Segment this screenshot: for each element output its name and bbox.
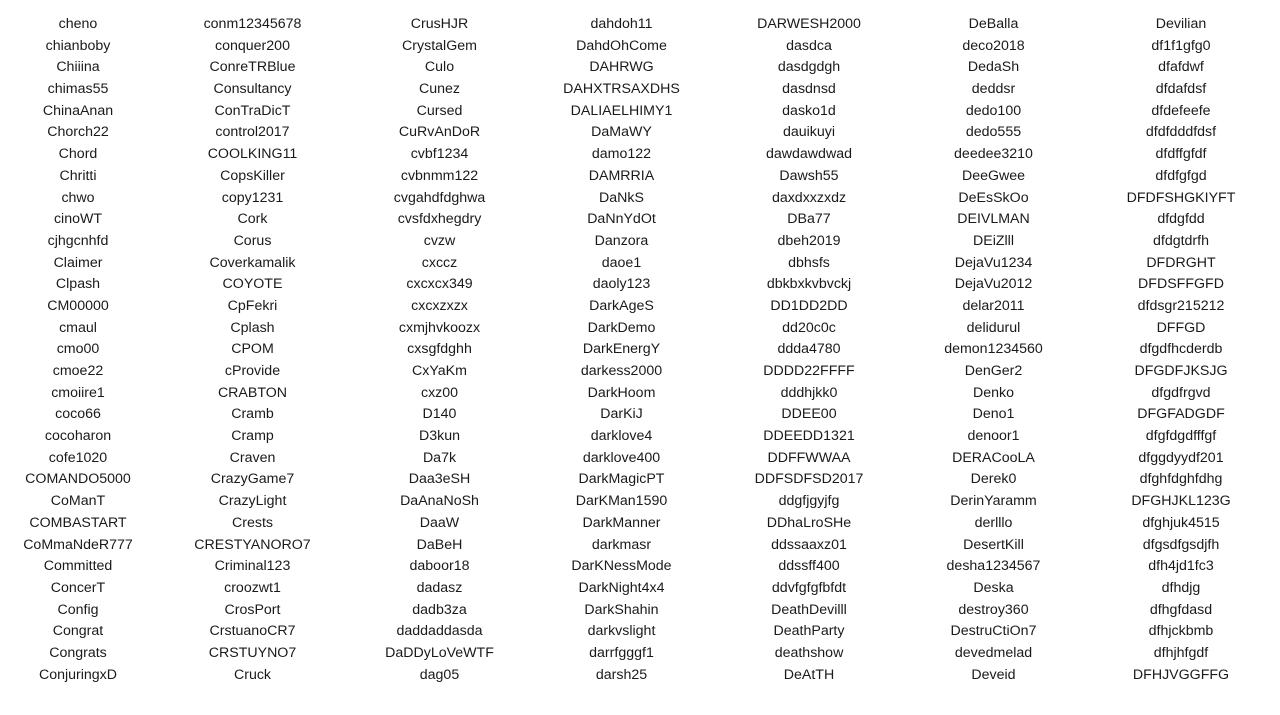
name-cell: control2017: [215, 124, 290, 141]
name-cell: Cramb: [231, 406, 274, 423]
name-cell: DarKNessMode: [571, 558, 672, 575]
name-cell: DFFGD: [1156, 319, 1206, 336]
name-cell: D3kun: [418, 428, 460, 445]
name-cell: DaaW: [419, 514, 460, 531]
name-cell: DAHRWG: [589, 59, 654, 76]
name-cell: copy1231: [221, 189, 284, 206]
name-cell: Config: [57, 601, 99, 618]
name-cell: dfhjhfgdf: [1153, 644, 1209, 661]
name-cell: ddda4780: [777, 341, 841, 358]
name-cell: DARWESH2000: [757, 16, 861, 32]
name-cell: dfdafdsf: [1155, 81, 1207, 98]
name-cell: DaNnYdOt: [587, 211, 656, 228]
name-cell: CM00000: [47, 297, 109, 314]
name-cell: Cruck: [233, 666, 272, 683]
name-cell: dasdgdgh: [777, 59, 841, 76]
name-cell: ConTraDicT: [214, 102, 291, 119]
name-cell: Cunez: [418, 81, 460, 98]
name-cell: ChinaAnan: [42, 102, 114, 119]
name-cell: DarkManner: [582, 514, 661, 531]
name-cell: CRESTYANORO7: [194, 536, 311, 553]
name-cell: DDEEDD1321: [763, 428, 855, 445]
name-cell: dfgdfrgvd: [1151, 384, 1211, 401]
name-cell: DFGHJKL123G: [1131, 493, 1231, 510]
name-cell: dasko1d: [782, 102, 836, 119]
name-cell: chimas55: [47, 81, 109, 98]
name-cell: dfafdwf: [1158, 59, 1204, 76]
name-cell: CRSTUYNO7: [208, 644, 297, 661]
name-cell: CrstuanoCR7: [209, 623, 296, 640]
name-cell: Craven: [229, 449, 276, 466]
name-cell: DarkEnergY: [582, 341, 661, 358]
name-cell: CopsKiller: [220, 167, 285, 184]
name-cell: Chorch22: [47, 124, 109, 141]
name-cell: CxYaKm: [412, 363, 467, 379]
name-cell: cofe1020: [48, 449, 108, 466]
name-cell: darsh25: [595, 666, 648, 683]
name-cell: DenGer2: [964, 363, 1023, 379]
name-cell: df1f1gfg0: [1151, 37, 1211, 54]
name-cell: delidurul: [966, 319, 1021, 336]
name-cell: cxmjhvkoozx: [398, 319, 481, 336]
name-cell: DDFFWWAA: [767, 449, 851, 466]
name-cell: conquer200: [215, 37, 290, 54]
name-cell: Denko: [972, 384, 1014, 401]
name-cell: Cork: [237, 211, 268, 228]
name-cell: cmo00: [56, 341, 100, 358]
name-cell: delar2011: [962, 297, 1025, 314]
name-cell: cmoe22: [52, 363, 104, 379]
name-cell: dfdgfdd: [1157, 211, 1205, 228]
name-cell: CpFekri: [227, 297, 278, 314]
name-cell: DBa77: [787, 211, 831, 228]
name-cell: Deno1: [972, 406, 1015, 423]
name-cell: damo122: [591, 146, 652, 163]
name-cell: DAHXTRSAXDHS: [563, 81, 680, 98]
name-cell: dfgfdgdfffgf: [1145, 428, 1217, 445]
name-cell: CrazyGame7: [210, 471, 295, 488]
name-cell: D140: [422, 406, 457, 423]
name-cell: Congrat: [52, 623, 104, 640]
name-cell: ddvfgfgfbfdt: [771, 579, 847, 596]
name-cell: DerinYaramm: [950, 493, 1037, 510]
name-cell: cjhgcnhfd: [47, 232, 109, 249]
name-cell: CPOM: [231, 341, 274, 358]
name-cell: COMBASTART: [29, 514, 127, 531]
name-cell: deddsr: [971, 81, 1016, 98]
name-cell: DaDDyLoVeWTF: [385, 644, 494, 661]
name-cell: Crests: [232, 514, 273, 531]
name-cell: dedo555: [965, 124, 1022, 141]
name-cell: dawdawdwad: [766, 146, 852, 163]
name-cell: DDhaLroSHe: [766, 514, 852, 531]
name-column: [1082, 14, 1280, 686]
name-cell: dddhjkk0: [780, 384, 838, 401]
name-cell: cProvide: [224, 363, 281, 379]
name-column: [349, 14, 530, 686]
name-cell: DaAnaNoSh: [400, 493, 479, 510]
name-cell: DEIVLMAN: [957, 211, 1030, 228]
name-cell: dfh4jd1fc3: [1148, 558, 1214, 575]
name-cell: cxsgfdghh: [407, 341, 472, 358]
name-cell: dfdffgfdf: [1155, 146, 1207, 163]
name-column: [530, 14, 713, 686]
name-cell: darkess2000: [580, 363, 663, 379]
name-cell: Corus: [233, 232, 272, 249]
name-cell: dbhsfs: [788, 254, 830, 271]
name-cell: deathshow: [774, 644, 844, 661]
name-cell: cxcxzxzx: [411, 297, 468, 314]
name-cell: CrazyLight: [218, 493, 287, 510]
name-cell: dfdfgfgd: [1155, 167, 1207, 184]
name-cell: Criminal123: [214, 558, 291, 575]
name-column: [0, 14, 156, 686]
name-cell: DedaSh: [967, 59, 1020, 76]
name-cell: Derek0: [970, 471, 1017, 488]
name-cell: DDEE00: [781, 406, 837, 423]
name-cell: cocoharon: [44, 428, 112, 445]
name-cell: cvbnmm122: [400, 167, 479, 184]
name-cell: DestruCtiOn7: [950, 623, 1037, 640]
name-cell: dfghfdghfdhg: [1139, 471, 1223, 488]
name-cell: COYOTE: [222, 276, 283, 293]
name-cell: DesertKill: [963, 536, 1024, 553]
name-cell: dfgdfhcderdb: [1139, 341, 1223, 358]
name-cell: cxccz: [421, 254, 458, 271]
name-cell: DeathParty: [773, 623, 845, 640]
name-cell: ConcerT: [50, 579, 106, 596]
name-cell: dadb3za: [412, 601, 467, 618]
name-cell: COMANDO5000: [25, 471, 131, 488]
name-cell: DeBalla: [968, 16, 1019, 32]
name-cell: Danzora: [594, 232, 649, 249]
name-cell: Culo: [424, 59, 455, 76]
name-cell: Clpash: [55, 276, 101, 293]
name-cell: Da7k: [422, 449, 457, 466]
name-cell: cxcxcx349: [406, 276, 473, 293]
name-cell: daoly123: [592, 276, 651, 293]
name-cell: Cursed: [416, 102, 463, 119]
name-cell: dadasz: [416, 579, 463, 596]
name-cell: DDFSDFSD2017: [754, 471, 864, 488]
name-cell: devedmelad: [954, 644, 1033, 661]
name-cell: darklove4: [590, 428, 653, 445]
name-cell: DeeGwee: [961, 167, 1026, 184]
name-cell: DDDD22FFFF: [763, 363, 855, 379]
name-cell: DAMRRIA: [588, 167, 655, 184]
name-cell: CRABTON: [217, 384, 288, 401]
name-cell: darkvslight: [587, 623, 656, 640]
name-cell: dfdgtdrfh: [1152, 232, 1209, 249]
name-cell: DarkMagicPT: [578, 471, 665, 488]
name-cell: DFGFADGDF: [1137, 406, 1225, 423]
name-cell: darkmasr: [591, 536, 652, 553]
name-list-grid: [0, 14, 1280, 686]
name-cell: chianboby: [45, 37, 111, 54]
name-cell: Chritti: [59, 167, 97, 184]
name-cell: DFDSFFGFD: [1138, 276, 1224, 293]
name-cell: cvsfdxhegdry: [397, 211, 482, 228]
name-cell: CoMmaNdeR777: [23, 536, 133, 553]
name-cell: cvgahdfdghwa: [393, 189, 486, 206]
name-cell: dfhdjg: [1161, 579, 1201, 596]
name-cell: DarKiJ: [600, 406, 643, 423]
name-cell: CrystalGem: [402, 37, 477, 54]
name-cell: ddgfjgyjfg: [778, 493, 840, 510]
name-cell: cxz00: [420, 384, 459, 401]
name-cell: Chiiina: [56, 59, 100, 76]
name-cell: DeEsSkOo: [958, 189, 1029, 206]
name-cell: daboor18: [409, 558, 470, 575]
name-cell: ConjuringxD: [38, 666, 118, 683]
name-cell: deco2018: [962, 37, 1025, 54]
name-cell: Committed: [43, 558, 113, 575]
name-cell: DFDRGHT: [1146, 254, 1216, 271]
name-cell: Consultancy: [213, 81, 292, 98]
name-cell: DaNkS: [599, 189, 644, 206]
name-cell: dfhgfdasd: [1149, 601, 1213, 618]
name-cell: cmaul: [59, 319, 97, 336]
name-cell: dfhjckbmb: [1148, 623, 1214, 640]
name-cell: Chord: [58, 146, 98, 163]
name-cell: DaMaWY: [591, 124, 652, 141]
name-cell: DFHJVGGFFG: [1132, 666, 1230, 683]
name-cell: DejaVu2012: [954, 276, 1033, 293]
name-cell: dauikuyi: [782, 124, 836, 141]
name-cell: DarkShahin: [584, 601, 659, 618]
name-cell: DarKMan1590: [575, 493, 668, 510]
name-cell: dbkbxkvbvckj: [766, 276, 852, 293]
name-cell: ddssff400: [778, 558, 840, 575]
name-cell: demon1234560: [944, 341, 1043, 358]
name-cell: deedee3210: [954, 146, 1033, 163]
name-cell: cinoWT: [53, 211, 103, 228]
name-cell: coco66: [55, 406, 101, 423]
name-cell: DALIAELHIMY1: [570, 102, 673, 119]
name-cell: daxdxxzxdz: [771, 189, 847, 206]
name-cell: DarkAgeS: [589, 297, 654, 314]
name-cell: DejaVu1234: [954, 254, 1033, 271]
name-cell: dfdsgr215212: [1137, 297, 1225, 314]
name-cell: DeathDevilll: [771, 601, 847, 618]
name-cell: derlllo: [974, 514, 1013, 531]
name-cell: daoe1: [601, 254, 642, 271]
name-cell: DD1DD2DD: [770, 297, 848, 314]
name-cell: Dawsh55: [779, 167, 839, 184]
name-cell: dfgsdfgsdjfh: [1142, 536, 1220, 553]
name-cell: CrusHJR: [410, 16, 469, 32]
name-cell: DFGDFJKSJG: [1134, 363, 1228, 379]
name-cell: CoManT: [50, 493, 106, 510]
name-cell: Claimer: [53, 254, 103, 271]
name-cell: desha1234567: [946, 558, 1041, 575]
name-cell: cmoiire1: [51, 384, 105, 401]
name-cell: dag05: [419, 666, 460, 683]
name-cell: cvbf1234: [410, 146, 469, 163]
name-cell: DFDFSHGKIYFT: [1126, 189, 1236, 206]
name-cell: denoor1: [967, 428, 1020, 445]
name-column: [905, 14, 1082, 686]
name-cell: Cramp: [231, 428, 274, 445]
name-cell: CrosPort: [224, 601, 281, 618]
name-cell: croozwt1: [224, 579, 281, 596]
name-cell: conm12345678: [203, 16, 302, 32]
name-cell: daddaddasda: [396, 623, 483, 640]
name-cell: Daa3eSH: [408, 471, 471, 488]
name-cell: Deska: [973, 579, 1014, 596]
name-cell: dfghjuk4515: [1142, 514, 1220, 531]
name-column: [713, 14, 905, 686]
name-cell: destroy360: [958, 601, 1029, 618]
name-cell: DaBeH: [416, 536, 463, 553]
name-cell: ddssaaxz01: [771, 536, 847, 553]
name-cell: DarkNight4x4: [578, 579, 665, 596]
name-cell: DahdOhCome: [576, 37, 667, 54]
name-cell: darklove400: [582, 449, 661, 466]
name-cell: Cplash: [230, 319, 275, 336]
name-cell: dasdnsd: [782, 81, 836, 98]
name-cell: dfdfdddfdsf: [1145, 124, 1217, 141]
name-cell: Devilian: [1155, 16, 1207, 32]
name-cell: ConreTRBlue: [209, 59, 296, 76]
name-cell: chwo: [61, 189, 95, 206]
name-cell: DarkHoom: [587, 384, 656, 401]
name-cell: DarkDemo: [587, 319, 656, 336]
name-column: [156, 14, 349, 686]
name-cell: COOLKING11: [207, 146, 298, 163]
name-cell: DERACooLA: [952, 449, 1035, 466]
name-cell: dfggdyydf201: [1138, 449, 1224, 466]
name-cell: cvzw: [423, 232, 456, 249]
name-cell: dd20c0c: [782, 319, 836, 336]
name-cell: dedo100: [965, 102, 1022, 119]
name-cell: darrfgggf1: [589, 644, 654, 661]
name-cell: dfdefeefe: [1151, 102, 1211, 119]
name-cell: Congrats: [49, 644, 107, 661]
name-cell: DEiZlll: [973, 232, 1014, 249]
name-cell: CuRvAnDoR: [398, 124, 481, 141]
name-cell: dasdca: [786, 37, 832, 54]
name-cell: cheno: [58, 16, 98, 32]
name-cell: DeAtTH: [783, 666, 835, 683]
name-cell: Coverkamalik: [209, 254, 296, 271]
name-cell: Deveid: [971, 666, 1016, 683]
name-cell: dbeh2019: [777, 232, 841, 249]
name-cell: dahdoh11: [590, 16, 653, 32]
